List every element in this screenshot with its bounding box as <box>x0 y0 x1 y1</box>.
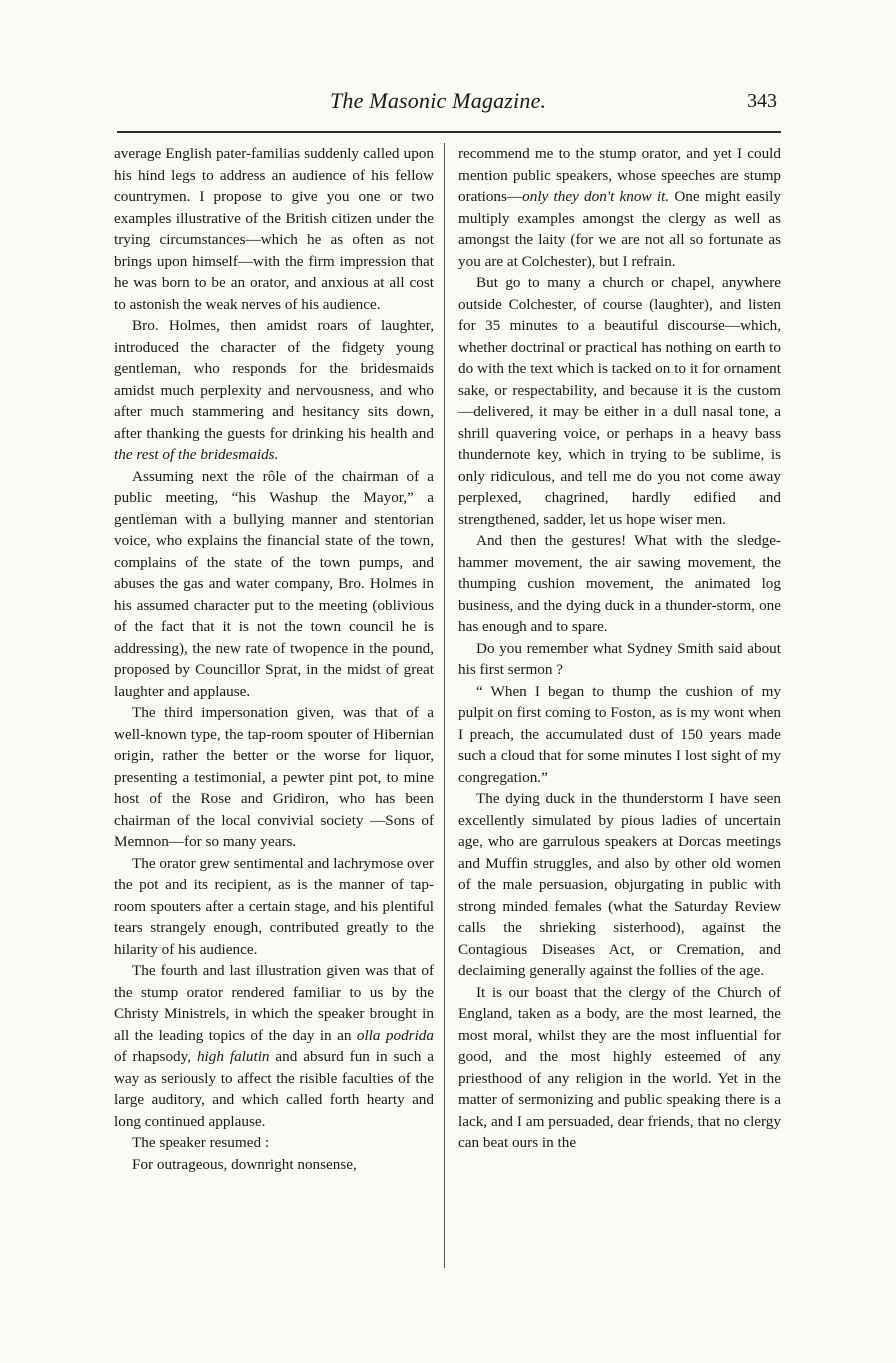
paragraph: The orator grew sentimental and lachrymose over the pot and its recipient, as is the manner of tap-room spouters after a certain stage, and his plentiful tears strangely enough, contributed greatly to the hilarity of his audience. <box>114 854 434 958</box>
right-column <box>458 143 781 1154</box>
paragraph: average English pater-familias suddenly called upon his hind legs to address an audience of his fellow countrymen. I propose to give you one or two examples illustrative of the British citizen under the trying circumstances—which he as often as not brings upon himself—with the firm impression that he was born to be an orator, and anxious at all cost to astonish the weak nerves of his audience. <box>114 145 434 313</box>
paragraph: For outrageous, downright nonsense, <box>132 1155 357 1173</box>
paragraph: The third impersonation given, was that of a well-known type, the tap-room spouter of Hibernian origin, rather the better or the worse for liquor, presenting a testimonial, a pewter pint pot, to mine host of the Rose and Gridiron, who has been chairman of the local convivial society —Sons of Memnon—for so many years. <box>114 704 434 850</box>
paragraph: The speaker resumed : <box>132 1134 270 1151</box>
paragraph: But go to many a church or chapel, anywhere outside Colchester, of course (laughter), and listen for 35 minutes to a beautiful discourse—which, whether doctrinal or practical has nothing on earth to do with the text which is tacked on to it for ornament sake, or respectability, and because it is the custom—delivered, it may be either in a dull nasal tone, a shrill quavering voice, or perhaps in a heavy bass thundernote key, which in trying to be sublime, is only ridiculous, and tell me do you not come away perplexed, chagrined, hardly edified and strengthened, sadder, let us hope wiser men. <box>458 274 781 528</box>
paragraph: It is our boast that the clergy of the Church of England, taken as a body, are the most learned, the most moral, whilst they are the most influential for good, and the most highly esteemed of any priesthood of any religion in the world. Yet in the matter of sermonizing and public speaking there is a lack, and I am persuaded, dear friends, that no clergy can beat ours in the <box>458 983 781 1151</box>
page-number: 343 <box>747 90 777 112</box>
running-title: The Masonic Magazine. <box>330 88 547 113</box>
paragraph: The dying duck in the thunderstorm I have seen excellently simulated by pious ladies of uncertain age, who are garrulous speakers at Dorcas meetings and Muffin struggles, and also by other old women of the male persuasion, objurgating in public with strong minded females (what the Saturday Review calls the shrieking sisterhood), against the Contagious Diseases Act, or Cremation, and declaiming generally against the follies of the age. <box>458 790 781 979</box>
paragraph: “ When I began to thump the cushion of my pulpit on first coming to Foston, as is my wont when I preach, the accumulated dust of 150 years made such a cloud that for some minutes I lost sight of my congregation.” <box>458 682 781 786</box>
paragraph: Do you remember what Sydney Smith said about his first sermon ? <box>458 639 781 678</box>
page-header <box>0 88 896 124</box>
header-rule <box>117 131 781 133</box>
paragraph: Assuming next the rôle of the chairman of a public meeting, “his Washup the Mayor,” a gentleman with a bullying manner and stentorian voice, who explains the financial state of the town, complains of the state of the town pumps, and abuses the gas and water company, Bro. Holmes in his assumed character put to the meeting (oblivious of the fact that it is not the town council he is addressing), the new rate of twopence in the pound, proposed by Councillor Sprat, in the midst of great laughter and applause. <box>114 467 434 700</box>
left-column <box>114 143 434 1175</box>
paragraph: And then the gestures! What with the sledge-hammer movement, the air sawing movement, the thumping cushion movement, the animated log business, and the dying duck in a thunder-storm, one has enough and to spare. <box>458 532 781 635</box>
paragraph: Bro. Holmes, then amidst roars of laughter, introduced the character of the fidgety young gentleman, who responds for the bridesmaids amidst much perplexity and nervousness, and who after much stammering and hesitancy sits down, after thanking the guests for drinking his health and the rest of the bridesmaids. <box>114 317 434 463</box>
paragraph: The fourth and last illustration given was that of the stump orator rendered familiar to us by the Christy Ministrels, in which the speaker brought in all the leading topics of the day in an olla podrida of rhapsody, high falutin and absurd fun in such a way as seriously to affect the risible faculties of the large auditory, and which called forth hearty and long continued applause. <box>114 962 435 1130</box>
paragraph: recommend me to the stump orator, and yet I could mention public speakers, whose speeches are stump orations—only they don't know it. One might easily multiply examples amongst the clergy as well as amongst the laity (for we are not all so fortunate as you are at Colchester), but I refrain. <box>458 145 781 270</box>
column-divider <box>444 143 445 1268</box>
